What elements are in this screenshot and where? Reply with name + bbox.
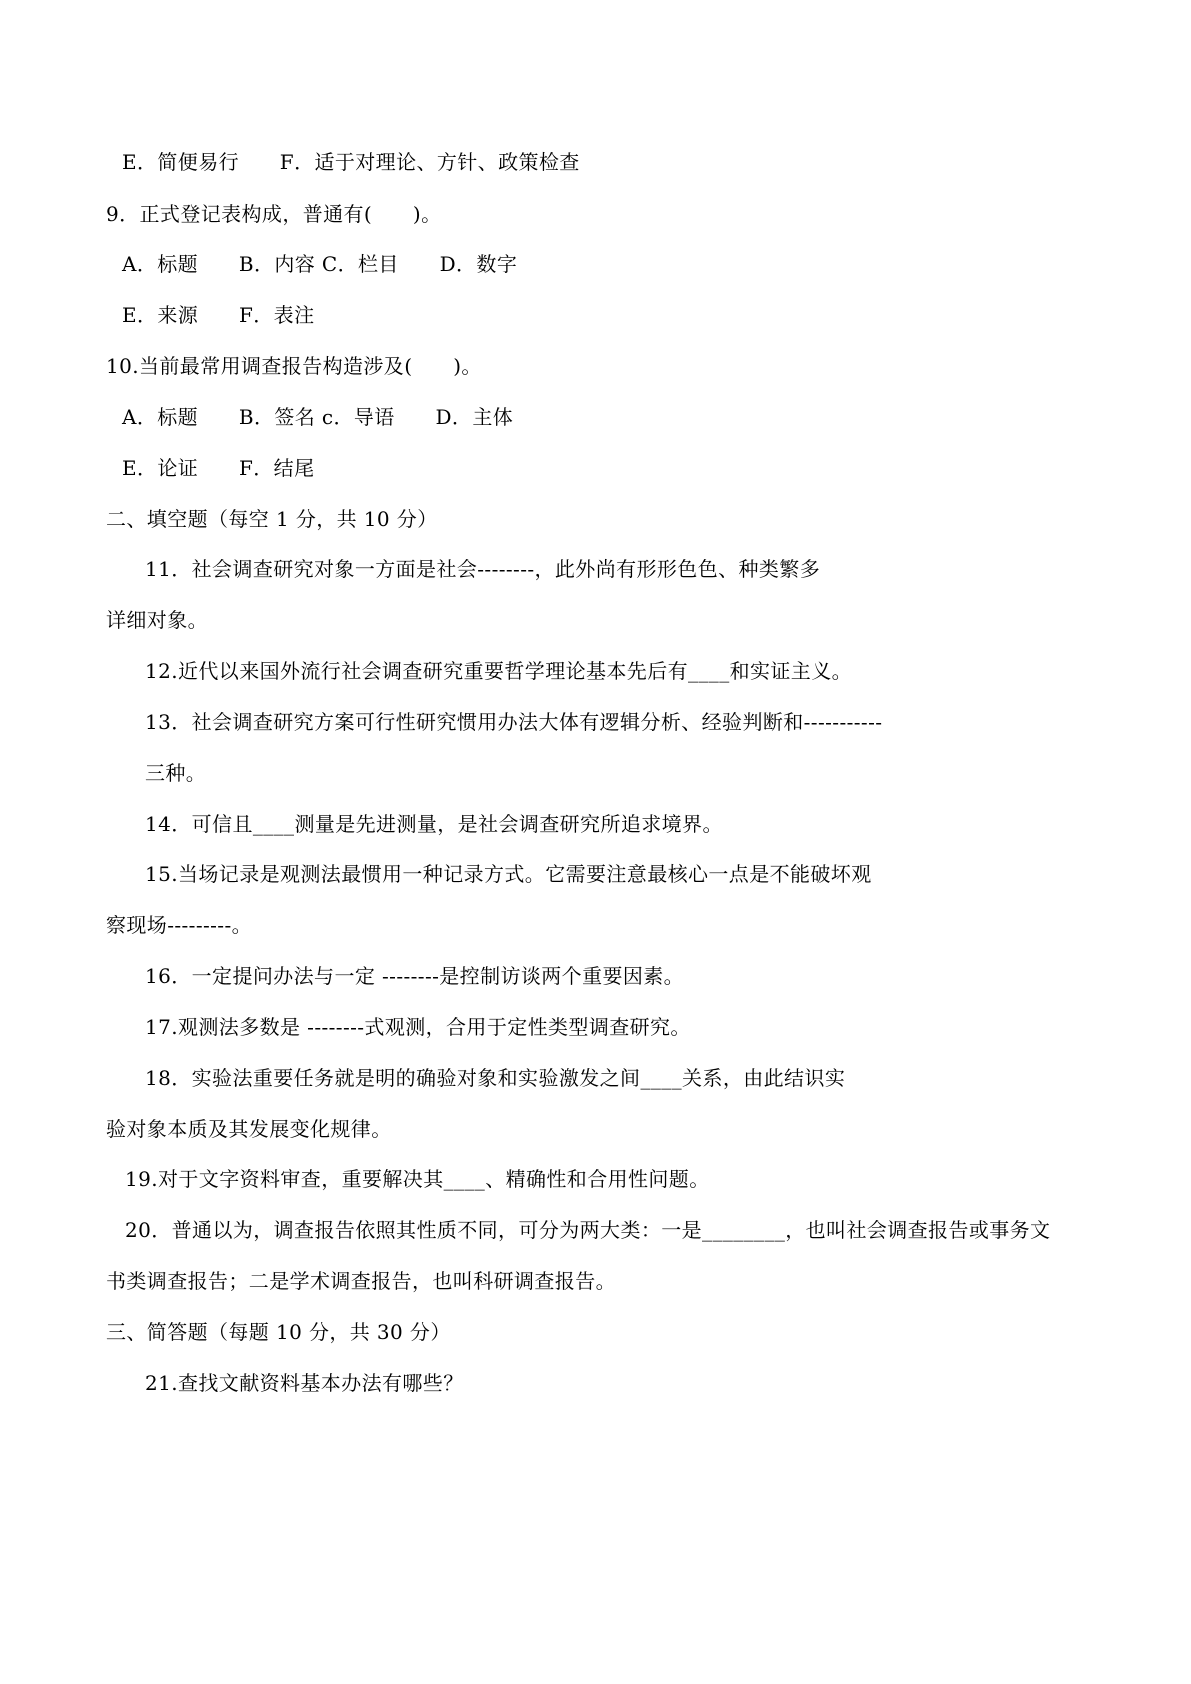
question-20: 20．普通以为，调查报告依照其性质不同，可分为两大类：一是________，也叫社会调查报告或事务文	[125, 1218, 1051, 1242]
question-9: 9．正式登记表构成，普通有( )。	[106, 202, 442, 226]
question-15: 15.当场记录是观测法最惯用一种记录方式。它需要注意最核心一点是不能破坏观	[145, 862, 872, 886]
question-10: 10.当前最常用调查报告构造涉及( )。	[106, 354, 482, 378]
question-18-continued: 验对象本质及其发展变化规律。	[106, 1117, 392, 1141]
question-10-options-e-f: E．论证 F．结尾	[122, 456, 315, 480]
question-11-continued: 详细对象。	[106, 608, 208, 632]
question-14: 14．可信且____测量是先进测量，是社会调查研究所追求境界。	[145, 812, 723, 836]
section-heading-short-answer: 三、简答题（每题 10 分，共 30 分）	[106, 1320, 451, 1344]
question-19: 19.对于文字资料审查，重要解决其____、精确性和合用性问题。	[125, 1167, 710, 1191]
question-13-continued: 三种。	[145, 761, 207, 785]
section-heading-fill-in: 二、填空题（每空 1 分，共 10 分）	[106, 507, 438, 531]
question-20-continued: 书类调查报告；二是学术调查报告，也叫科研调查报告。	[106, 1269, 616, 1293]
option-line-e-f: E．简便易行 F．适于对理论、方针、政策检查	[122, 150, 580, 174]
question-12: 12.近代以来国外流行社会调查研究重要哲学理论基本先后有____和实证主义。	[145, 659, 853, 683]
question-18: 18．实验法重要任务就是明的确验对象和实验激发之间____关系，由此结识实	[145, 1066, 846, 1090]
question-11: 11．社会调查研究对象一方面是社会--------，此外尚有形形色色、种类繁多	[145, 557, 821, 581]
question-9-options-a-d: A．标题 B．内容 C．栏目 D．数字	[122, 252, 518, 276]
question-13: 13．社会调查研究方案可行性研究惯用办法大体有逻辑分析、经验判断和-----------	[145, 710, 883, 734]
question-21: 21.查找文献资料基本办法有哪些？	[145, 1371, 464, 1395]
question-9-options-e-f: E．来源 F．表注	[122, 303, 315, 327]
question-10-options-a-d: A．标题 B．签名 c．导语 D．主体	[122, 405, 514, 429]
question-15-continued: 察现场---------。	[106, 913, 253, 937]
question-17: 17.观测法多数是 --------式观测，合用于定性类型调查研究。	[145, 1015, 691, 1039]
question-16: 16．一定提问办法与一定 --------是控制访谈两个重要因素。	[145, 964, 685, 988]
